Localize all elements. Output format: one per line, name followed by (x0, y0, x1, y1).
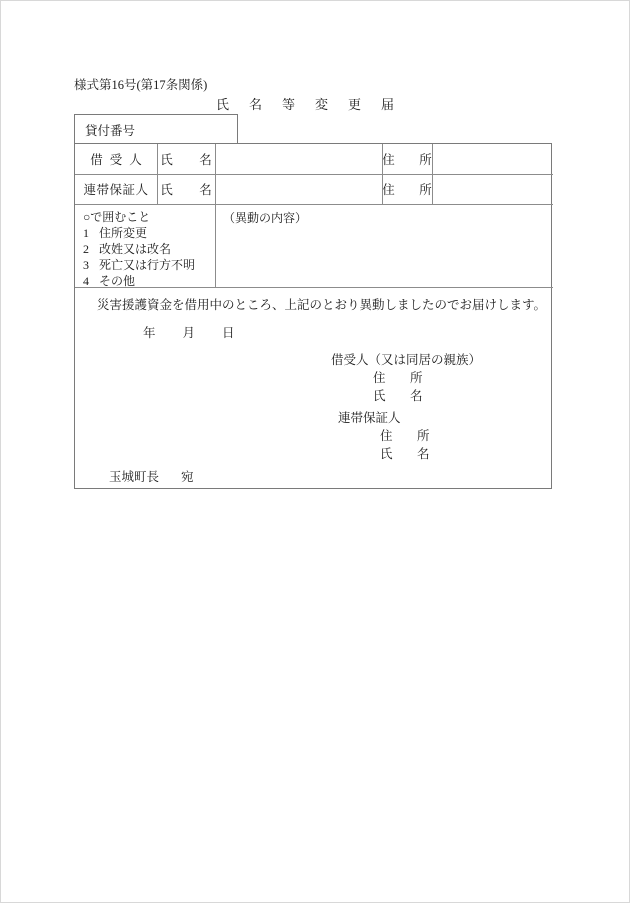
form-id-label: 様式第16号(第17条関係) (74, 78, 208, 92)
loan-number-label: 貸付番号 (85, 124, 136, 138)
signature-block-guarantor (338, 409, 436, 463)
checklist-item-2[interactable] (83, 241, 215, 257)
change-content-cell[interactable] (215, 204, 553, 287)
divider-col-role (157, 144, 158, 204)
guarantor-signature-title: 連帯保証人 (338, 411, 401, 425)
borrower-signature-name-label: 氏 名 (373, 389, 429, 403)
change-content-label: （異動の内容） (223, 211, 308, 225)
statement-section (75, 287, 553, 490)
year-label: 年 (143, 326, 157, 340)
guarantor-name-field[interactable] (215, 174, 382, 204)
checklist-instruction: ○で囲むこと (83, 210, 151, 224)
borrower-address-label: 住 所 (382, 153, 438, 167)
change-type-checklist (75, 204, 215, 287)
statement-text: 災害援護資金を借用中のところ、上記のとおり異動しましたのでお届けします。 (97, 298, 547, 312)
guarantor-address-field[interactable] (432, 174, 553, 204)
table-row-guarantor (75, 174, 553, 204)
signature-block-borrower (331, 351, 481, 405)
main-form-table (74, 143, 552, 489)
date-line[interactable] (143, 323, 236, 341)
divider-col-address-field (432, 144, 433, 204)
loan-number-box (74, 114, 238, 143)
checklist-item-4-number: 4 (83, 274, 89, 288)
checklist-item-1-number: 1 (83, 226, 89, 240)
guarantor-address-label: 住 所 (382, 183, 438, 197)
addressee-line (109, 467, 194, 485)
checklist-item-2-label: 改姓又は改名 (99, 242, 172, 256)
divider-col-address-label (382, 144, 383, 204)
checklist-item-3[interactable] (83, 257, 215, 273)
table-row-borrower (75, 144, 553, 174)
checklist-item-3-label: 死亡又は行方不明 (99, 258, 196, 272)
borrower-signature-address-label: 住 所 (373, 371, 429, 385)
borrower-name-label: 氏 名 (160, 153, 219, 167)
addressee-suffix: 宛 (181, 470, 194, 484)
checklist-item-3-number: 3 (83, 258, 89, 272)
checklist-items (83, 225, 215, 289)
checklist-item-1[interactable] (83, 225, 215, 241)
day-label: 日 (222, 326, 236, 340)
borrower-name-field[interactable] (215, 144, 382, 174)
guarantor-signature-address-label: 住 所 (380, 429, 436, 443)
addressee-office: 玉城町長 (109, 470, 160, 484)
guarantor-name-label: 氏 名 (160, 183, 219, 197)
checklist-item-1-label: 住所変更 (99, 226, 148, 240)
borrower-role-label: 借受人 (90, 153, 149, 167)
borrower-address-field[interactable] (432, 144, 553, 174)
guarantor-role-label: 連帯保証人 (83, 183, 149, 197)
document-title: 氏名等変更届 (216, 97, 415, 112)
borrower-signature-title: 借受人（又は同居の親族） (331, 353, 482, 367)
month-label: 月 (182, 326, 197, 340)
checklist-item-4-label: その他 (99, 274, 136, 288)
checklist-item-2-number: 2 (83, 242, 89, 256)
guarantor-signature-name-label: 氏 名 (380, 447, 436, 461)
